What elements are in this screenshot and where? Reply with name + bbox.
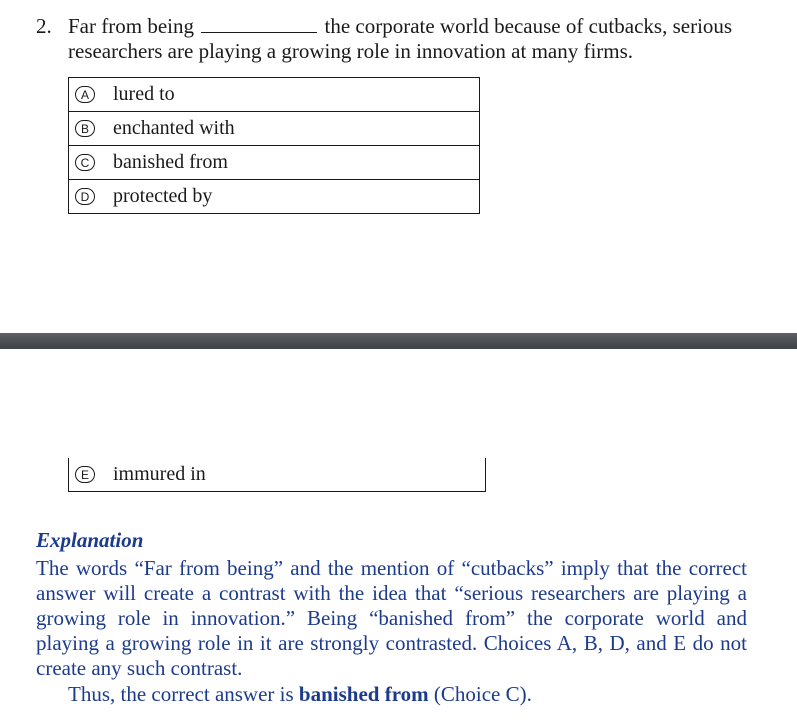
question-text-after-blank: the corporate world because of cutbacks, serious: [324, 14, 733, 38]
choice-text: lured to: [113, 83, 175, 105]
answer-prefix: Thus, the correct answer is: [68, 682, 299, 706]
choice-letter-badge: E: [75, 466, 95, 483]
choice-text: banished from: [113, 151, 228, 173]
choice-letter-badge: A: [75, 86, 95, 103]
question-line-2: researchers are playing a growing role in innovation at many firms.: [68, 39, 634, 63]
answer-value: banished from: [298, 682, 429, 706]
explanation-answer: [36, 682, 747, 707]
choice-a[interactable]: [69, 78, 479, 112]
choice-d[interactable]: [69, 180, 479, 213]
answer-suffix: (Choice C).: [428, 682, 532, 706]
explanation: [36, 528, 747, 707]
choice-text: immured in: [113, 463, 206, 485]
choice-letter-badge: B: [75, 120, 95, 137]
choice-text: protected by: [113, 185, 213, 207]
question-number: 2.: [36, 14, 52, 38]
explanation-body: The words “Far from being” and the mention of “cutbacks” imply that the correct answer will create a contrast with the idea that “serious researchers are playing a growing role in innovation.” Being “banished from” the corporate world and playing a growing role in it are strongly contrasted. Choices A, B, D, and E do not create any such contrast.: [36, 556, 747, 680]
question-line-1: [36, 14, 756, 39]
choice-e[interactable]: [68, 458, 486, 492]
answer-blank: [201, 14, 317, 33]
choice-letter-badge: D: [75, 188, 95, 205]
choice-letter-badge: C: [75, 154, 95, 171]
explanation-title: Explanation: [36, 528, 144, 552]
choice-text: enchanted with: [113, 117, 235, 139]
choice-c[interactable]: [69, 146, 479, 180]
page-divider: [0, 333, 797, 349]
choice-b[interactable]: [69, 112, 479, 146]
answer-choices: [68, 77, 480, 214]
question: [36, 14, 756, 64]
question-text-before-blank: Far from being: [68, 14, 194, 38]
